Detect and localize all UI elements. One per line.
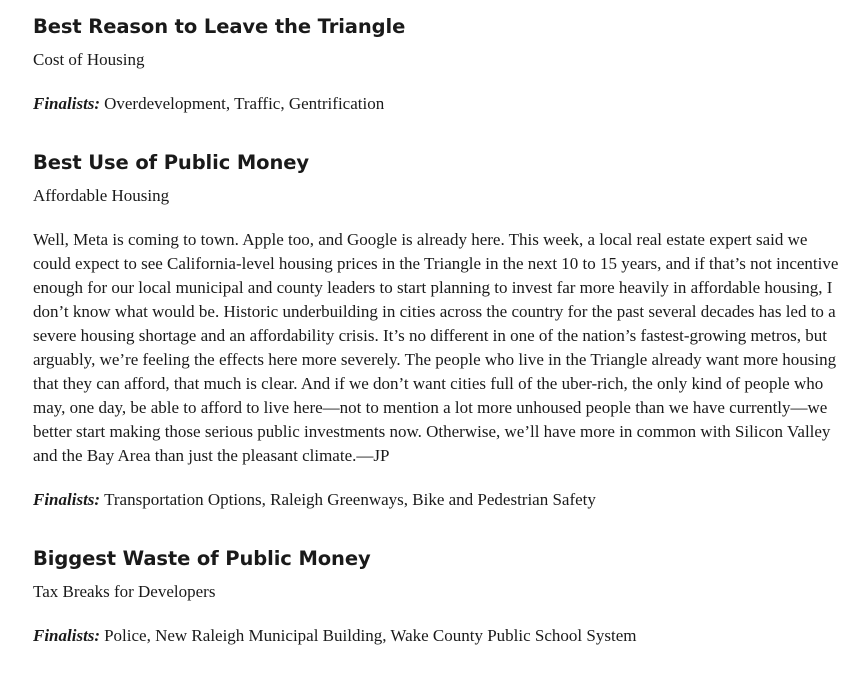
section-biggest-waste-of-public-money [33, 546, 848, 648]
finalists-line [33, 488, 848, 512]
winner-text: Affordable Housing [33, 186, 170, 205]
body-paragraph: Well, Meta is coming to town. Apple too, and Google is already here. This week, a local real estate expert said we could expect to see California-level housing prices in the Triangle in the next 10 to 15 years, and if that’s not incentive enough for our local municipal and county leaders to start planning to invest far more heavily in affordable housing, I don’t know what would be. Historic underbuilding in cities across the country for the past several decades has led to a severe housing shortage and an affordability crisis. It’s no different in one of the nation’s fastest-growing metros, but arguably, we’re feeling the effects here more severely. The people who live in the Triangle already want more housing that they can afford, that much is clear. And if we don’t want cities full of the uber-rich, the only kind of people who may, one day, be able to afford to live here—not to mention a lot more unhoused people than we have currently—we better start making those serious public investments now. Otherwise, we’ll have more in common with Silicon Valley and the Bay Area than just the pleasant climate.—JP [33, 230, 839, 465]
finalists-line [33, 92, 848, 116]
winner-text: Tax Breaks for Developers [33, 582, 216, 601]
section-best-use-of-public-money [33, 150, 848, 512]
finalists-label: Finalists: [33, 94, 101, 113]
finalists-list: Transportation Options, Raleigh Greenways, Bike and Pedestrian Safety [104, 490, 596, 509]
finalists-label: Finalists: [33, 490, 101, 509]
section-heading: Biggest Waste of Public Money [33, 547, 371, 570]
section-heading: Best Reason to Leave the Triangle [33, 15, 406, 38]
finalists-list: Overdevelopment, Traffic, Gentrification [104, 94, 385, 113]
finalists-line [33, 624, 848, 648]
finalists-label: Finalists: [33, 626, 101, 645]
section-heading: Best Use of Public Money [33, 151, 309, 174]
finalists-list: Police, New Raleigh Municipal Building, Wake County Public School System [104, 626, 637, 645]
winner-text: Cost of Housing [33, 50, 145, 69]
section-best-reason-to-leave [33, 14, 848, 116]
